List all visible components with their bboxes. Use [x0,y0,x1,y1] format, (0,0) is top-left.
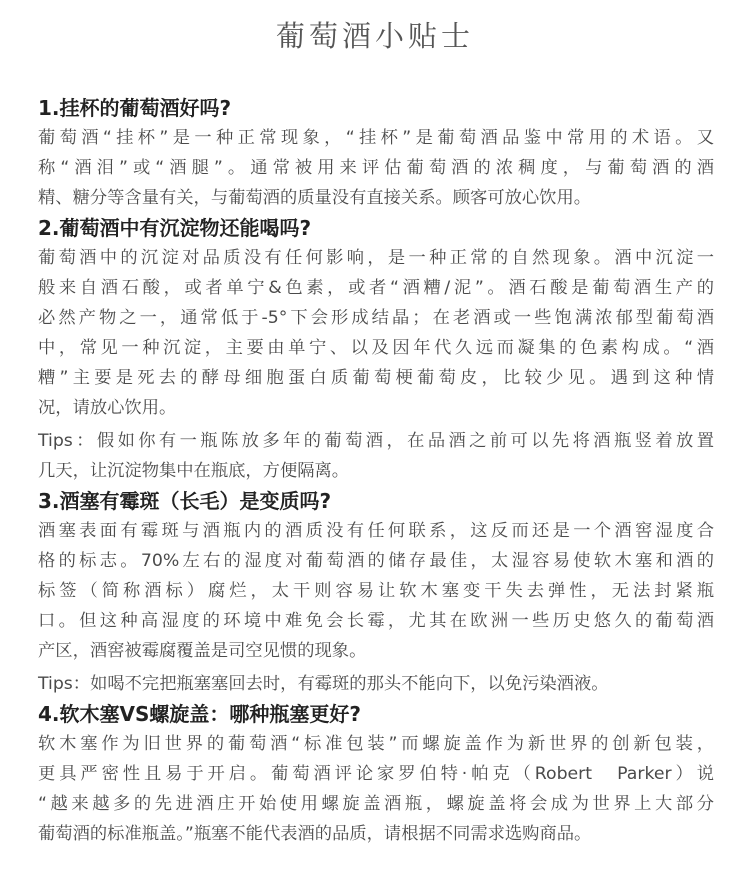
page-title: 葡萄酒小贴士 [275,19,474,53]
paragraph-line: 标签（简称酒标）腐烂，太干则容易让软木塞变干失去弹性，无法封紧瓶 [38,581,714,601]
tips-paragraph [38,426,714,486]
paragraph-line: 几天，让沉淀物集中在瓶底，方便隔离。 [38,461,350,481]
paragraph-line: Tips：如喝不完把瓶塞塞回去时，有霉斑的那头不能向下，以免污染酒液。 [38,674,609,694]
paragraph-line: 口。但这种高湿度的环境中难免会长霉，尤其在欧洲一些历史悠久的葡萄酒 [38,611,714,631]
section-heading: 1.挂杯的葡萄酒好吗? [38,96,232,120]
section-heading: 2.葡萄酒中有沉淀物还能喝吗? [38,216,312,240]
paragraph-line: 必然产物之一，通常低于-5°下会形成结晶；在老酒或一些饱满浓郁型葡萄酒 [38,308,714,328]
section-paragraph [38,516,714,666]
section-paragraph [38,243,714,423]
section-heading: 3.酒塞有霉斑（长毛）是变质吗? [38,489,332,513]
paragraph-line: 产区，酒窖被霉腐覆盖是司空见惯的现象。 [38,641,367,661]
paragraph-line: 称“酒泪”或“酒腿”。通常被用来评估葡萄酒的浓稠度，与葡萄酒的酒 [38,158,714,178]
paragraph-line: 精、糖分等含量有关，与葡萄酒的质量没有直接关系。顾客可放心饮用。 [38,188,592,208]
paragraph-line: 软木塞作为旧世界的葡萄酒“标准包装”而螺旋盖作为新世界的创新包装， [38,734,714,754]
paragraph-line: 格的标志。70%左右的湿度对葡萄酒的储存最佳，太湿容易使软木塞和酒的 [38,551,714,571]
paragraph-line: 葡萄酒“挂杯”是一种正常现象，“挂杯”是葡萄酒品鉴中常用的术语。又 [38,128,714,148]
section-paragraph [38,729,714,849]
paragraph-line: 中，常见一种沉淀，主要由单宁、以及因年代久远而凝集的色素构成。“酒 [38,338,714,358]
paragraph-line: 糟”主要是死去的酵母细胞蛋白质葡萄梗葡萄皮，比较少见。遇到这种情 [38,368,714,388]
paragraph-line: 葡萄酒的标准瓶盖。”瓶塞不能代表酒的品质，请根据不同需求选购商品。 [38,824,592,844]
tips-paragraph [38,669,714,699]
paragraph-line: 般来自酒石酸，或者单宁&色素，或者“酒糟/泥”。酒石酸是葡萄酒生产的 [38,278,714,298]
section-heading: 4.软木塞VS螺旋盖：哪种瓶塞更好? [38,702,361,726]
paragraph-line: 况，请放心饮用。 [38,398,177,418]
tips-content [38,93,714,849]
paragraph-line: 更具严密性且易于开启。葡萄酒评论家罗伯特·帕克（Robert Parker）说 [38,764,714,784]
paragraph-line: Tips：假如你有一瓶陈放多年的葡萄酒，在品酒之前可以先将酒瓶竖着放置 [38,431,714,451]
paragraph-line: 酒塞表面有霉斑与酒瓶内的酒质没有任何联系，这反而还是一个酒窖湿度合 [38,521,714,541]
paragraph-line: “越来越多的先进酒庄开始使用螺旋盖酒瓶，螺旋盖将会成为世界上大部分 [38,794,714,814]
section-paragraph [38,123,714,213]
paragraph-line: 葡萄酒中的沉淀对品质没有任何影响，是一种正常的自然现象。酒中沉淀一 [38,248,714,268]
